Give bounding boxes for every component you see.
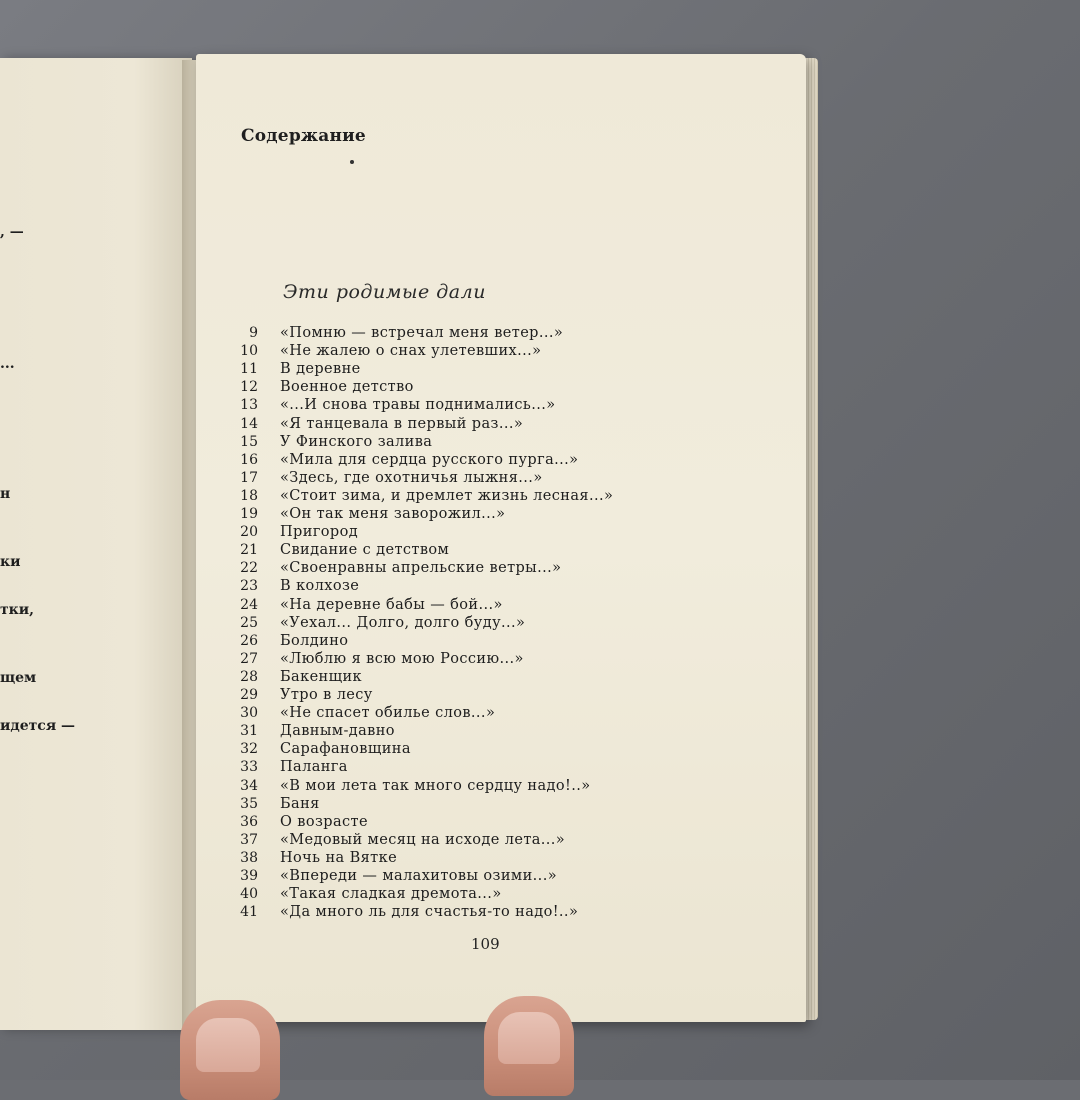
toc-page-number: 26 [240,632,258,649]
toc-page-number: 22 [240,560,258,577]
toc-entry [226,687,373,705]
toc-page-number: 10 [240,343,258,360]
toc-entry [226,361,361,379]
toc-entry [226,814,368,832]
toc-page-number: 32 [240,741,258,758]
toc-page-number: 39 [240,868,258,884]
toc-entry-title: «В мои лета так много сердцу надо!..» [280,777,591,794]
toc-entry-title: «Он так меня заворожил...» [280,506,506,522]
toc-page-number: 28 [240,668,258,685]
left-page-fragment: идется — [0,718,76,734]
toc-page-number: 27 [240,650,258,667]
toc-entry-title: «Медовый месяц на исходе лета...» [280,831,566,848]
toc-entry-title: Утро в лесу [280,687,373,703]
toc-entry [226,597,503,615]
toc-entry [226,470,543,488]
toc-entry-title: Сарафановщина [280,741,411,758]
toc-entry-title: Свидание с детством [280,542,450,559]
toc-entry [226,741,411,759]
toc-entry [226,778,591,796]
toc-page-number: 20 [240,524,258,541]
toc-page-number: 33 [240,759,258,776]
toc-entry-title: «Не спасет обилье слов...» [280,705,496,722]
toc-entry [226,560,561,578]
toc-page-number: 35 [240,795,258,812]
toc-page-number: 16 [240,451,258,468]
left-page-fragment: щем [0,670,37,686]
section-title: Эти родимые дали [283,281,486,303]
toc-entry [226,669,362,687]
toc-page-number: 41 [240,904,258,921]
toc-entry [226,506,505,524]
left-page-fragment: н [0,486,11,502]
toc-page-number: 19 [240,506,258,522]
toc-page-number: 14 [240,415,258,432]
toc-entry [226,886,502,904]
toc-entry-title: Ночь на Вятке [280,849,398,866]
toc-entry [226,524,358,542]
toc-entry [226,452,578,470]
toc-page-number: 25 [240,614,258,631]
toc-page-number: 34 [240,777,258,794]
toc-entry [226,416,523,434]
left-page-fragment: ... [0,356,15,372]
toc-entry-title: В деревне [280,361,361,378]
toc-entry [226,796,320,814]
toc-page-number: 17 [240,469,258,486]
left-page-fragment: ки [0,554,21,570]
toc-entry [226,705,495,723]
toc-page-number: 9 [249,325,258,341]
toc-entry [226,832,565,850]
contents-title: Содержание [241,126,366,146]
toc-entry [226,379,414,397]
toc-entry [226,542,449,560]
toc-entry-title: Баня [280,795,320,812]
page-speck [350,160,354,164]
toc-entry [226,615,525,633]
left-page-fragment: тки, [0,602,35,618]
toc-entry-title: Военное детство [280,379,414,396]
toc-entry-title: В колхозе [280,578,360,595]
toc-page-number: 15 [240,433,258,450]
toc-page-number: 18 [240,487,258,504]
toc-page-number: 40 [240,886,258,903]
toc-entry [226,578,359,596]
toc-page-number: 37 [240,831,258,848]
toc-entry-title: «Своенравны апрельские ветры...» [280,560,562,577]
toc-page-number: 31 [240,723,258,740]
toc-entry-title: «...И снова травы поднимались...» [280,397,556,414]
toc-entry [226,434,432,452]
toc-entry-title: «Да много ль для счастья-то надо!..» [280,904,579,921]
toc-page-number: 21 [240,542,258,559]
left-thumbnail-nail [196,1018,260,1072]
toc-page-number: 12 [240,379,258,396]
toc-entry-title: Паланга [280,759,348,776]
toc-entry-title: «Здесь, где охотничья лыжня...» [280,469,543,486]
left-page [0,58,192,1030]
toc-entry-title: «Не жалею о снах улетевших...» [280,343,542,360]
toc-entry-title: О возрасте [280,813,368,830]
toc-entry-title: Болдино [280,632,349,649]
toc-page-number: 24 [240,596,258,613]
toc-entry-title: «Такая сладкая дремота...» [280,886,502,903]
page-number: 109 [471,935,500,953]
toc-entry-title: «Впереди — малахитовы озими...» [280,868,557,884]
toc-entry-title: «Уехал... Долго, долго буду...» [280,614,526,631]
toc-page-number: 30 [240,705,258,722]
toc-entry [226,651,524,669]
toc-entry-title: «Помню — встречал меня ветер...» [280,325,564,341]
toc-entry [226,723,395,741]
toc-page-number: 36 [240,813,258,830]
toc-entry-title: Давным-давно [280,723,395,740]
toc-entry-title: Пригород [280,524,359,541]
toc-entry [226,904,578,922]
toc-entry [226,850,397,868]
toc-entry-title: «Я танцевала в первый раз...» [280,415,524,432]
toc-entry [226,325,563,343]
toc-entry [226,343,541,361]
toc-entry-title: «Стоит зима, и дремлет жизнь лесная...» [280,487,614,504]
toc-entry [226,633,348,651]
toc-entry [226,759,348,777]
toc-page-number: 11 [240,361,258,378]
toc-page-number: 29 [240,687,258,703]
right-thumbnail-nail [498,1012,560,1064]
toc-page-number: 13 [240,397,258,414]
toc-entry [226,868,557,886]
toc-entry-title: «Люблю я всю мою Россию...» [280,650,524,667]
toc-entry [226,488,613,506]
toc-entry-title: Бакенщик [280,668,363,685]
toc-page-number: 38 [240,849,258,866]
left-page-fragment: , — [0,224,24,240]
toc-entry [226,397,556,415]
toc-entry-title: «Мила для сердца русского пурга...» [280,451,579,468]
toc-entry-title: «На деревне бабы — бой...» [280,596,503,613]
toc-page-number: 23 [240,578,258,595]
toc-entry-title: У Финского залива [280,433,433,450]
